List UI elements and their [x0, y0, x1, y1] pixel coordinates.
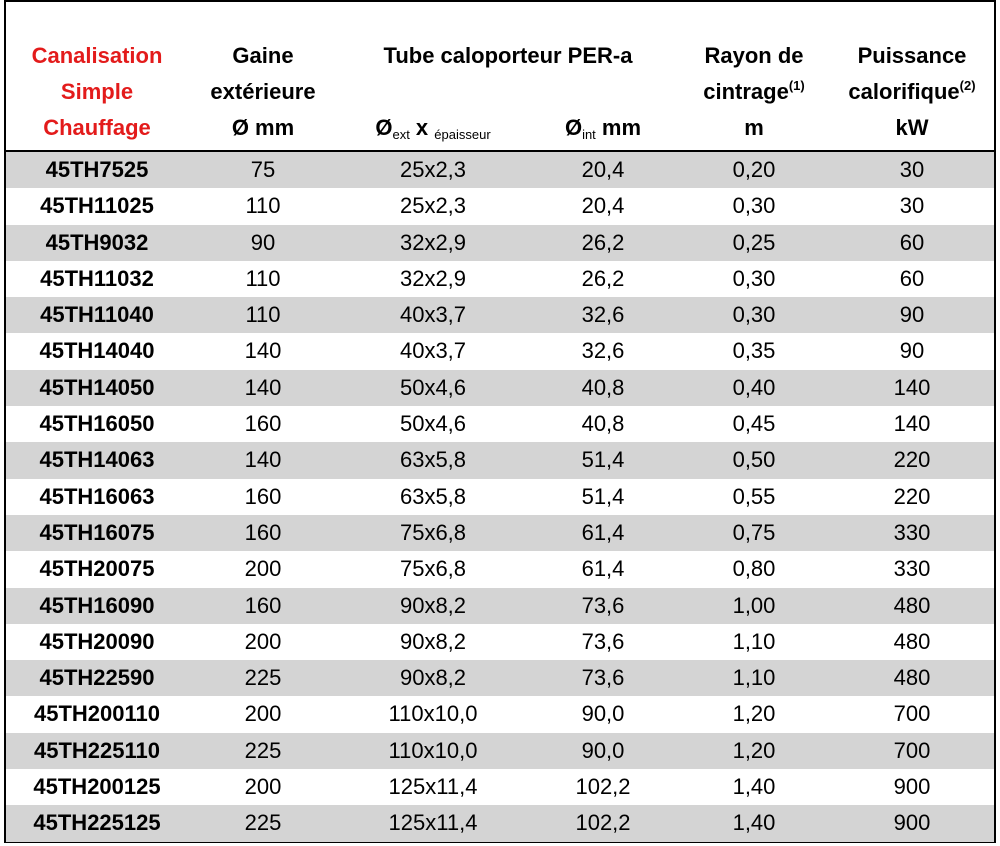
cell-gaine: 225 — [244, 737, 282, 763]
cell-gaine: 90 — [250, 229, 276, 255]
cell-puissance: 220 — [893, 447, 931, 473]
sub-epaisseur: épaisseur — [434, 127, 491, 142]
cell-puissance: 330 — [893, 556, 931, 582]
cell-tube: 125x11,4 — [388, 774, 478, 800]
cell-puissance: 140 — [893, 374, 931, 400]
cell-diametre-int: 26,2 — [581, 265, 625, 291]
table-body — [6, 152, 994, 842]
cell-reference: 45TH14050 — [39, 374, 155, 400]
cell-gaine: 200 — [244, 628, 282, 654]
cell-rayon: 0,30 — [732, 193, 776, 219]
cell-rayon: 0,40 — [732, 374, 776, 400]
cell-gaine: 225 — [244, 665, 282, 691]
phi-symbol-ext: Ø — [375, 115, 393, 140]
header-rayon — [678, 38, 830, 146]
table-row — [6, 660, 994, 696]
cell-tube: 90x8,2 — [399, 628, 467, 654]
cell-puissance: 220 — [893, 483, 931, 509]
table-row — [6, 696, 994, 732]
header-canalisation-line3: Chauffage — [43, 115, 151, 140]
cell-tube: 40x3,7 — [399, 338, 467, 364]
cell-puissance: 480 — [893, 592, 931, 618]
header-gaine-line2: extérieure — [210, 79, 316, 104]
cell-reference: 45TH225125 — [33, 810, 161, 836]
table-row — [6, 297, 994, 333]
table-row — [6, 733, 994, 769]
cell-tube: 90x8,2 — [399, 665, 467, 691]
table-row — [6, 515, 994, 551]
header-rayon-unit: m — [744, 115, 764, 140]
cell-reference: 45TH22590 — [39, 665, 155, 691]
cell-puissance: 330 — [893, 519, 931, 545]
cell-reference: 45TH200110 — [34, 701, 160, 727]
cell-gaine: 200 — [244, 701, 282, 727]
cell-tube: 110x10,0 — [388, 701, 478, 727]
cell-diametre-int: 102,2 — [575, 810, 631, 836]
cell-diametre-int: 51,4 — [581, 447, 625, 473]
cell-rayon: 1,40 — [732, 774, 776, 800]
header-tube-group-label: Tube caloporteur PER-a — [383, 43, 633, 68]
cell-diametre-int: 32,6 — [581, 302, 625, 328]
cell-tube: 40x3,7 — [399, 302, 467, 328]
cell-diametre-int: 32,6 — [581, 338, 625, 364]
header-puissance-unit: kW — [895, 115, 929, 140]
table-row — [6, 333, 994, 369]
cell-diametre-int: 20,4 — [581, 193, 625, 219]
footnote-1: (1) — [788, 78, 805, 93]
cell-gaine: 110 — [245, 193, 281, 219]
cell-reference: 45TH225110 — [34, 737, 160, 763]
cell-reference: 45TH7525 — [45, 157, 149, 182]
cell-gaine: 225 — [244, 810, 282, 836]
cell-reference: 45TH20075 — [39, 556, 155, 582]
header-tube-int — [528, 110, 678, 146]
cell-diametre-int: 61,4 — [581, 519, 625, 545]
table-row — [6, 588, 994, 624]
table-row — [6, 261, 994, 297]
table-row — [6, 152, 994, 188]
cell-rayon: 0,55 — [732, 483, 776, 509]
cell-puissance: 60 — [899, 265, 925, 291]
sub-int: int — [582, 127, 596, 142]
cell-reference: 45TH16050 — [39, 411, 155, 437]
table-row — [6, 406, 994, 442]
header-gaine-line1: Gaine — [232, 43, 294, 68]
cell-rayon: 1,10 — [732, 628, 776, 654]
cell-reference: 45TH14063 — [39, 447, 155, 473]
header-puissance-line1: Puissance — [857, 43, 967, 68]
cell-puissance: 900 — [893, 774, 931, 800]
int-unit: mm — [595, 115, 642, 140]
table-row — [6, 624, 994, 660]
product-table — [4, 0, 996, 843]
cell-tube: 90x8,2 — [399, 592, 467, 618]
cell-puissance: 480 — [893, 628, 931, 654]
cell-puissance: 140 — [893, 411, 931, 437]
header-tube-group — [338, 38, 678, 74]
cell-tube: 32x2,9 — [399, 265, 467, 291]
header-canalisation-line1: Canalisation — [31, 43, 163, 68]
header-rayon-line1: Rayon de — [704, 43, 804, 68]
header-puissance-line2: calorifique — [848, 79, 960, 104]
cell-gaine: 110 — [245, 265, 281, 291]
cell-tube: 125x11,4 — [388, 810, 478, 836]
cell-rayon: 0,30 — [732, 302, 776, 328]
cell-reference: 45TH16063 — [39, 483, 155, 509]
cell-tube: 25x2,3 — [399, 193, 467, 219]
cell-tube: 25x2,3 — [399, 157, 467, 182]
cell-rayon: 0,80 — [732, 556, 776, 582]
cell-reference: 45TH14040 — [39, 338, 155, 364]
cell-reference: 45TH200125 — [33, 774, 161, 800]
cell-gaine: 140 — [244, 447, 282, 473]
cell-diametre-int: 90,0 — [581, 737, 625, 763]
cell-diametre-int: 102,2 — [575, 774, 631, 800]
header-tube-ext — [338, 110, 528, 146]
cell-gaine: 75 — [250, 157, 276, 182]
cell-diametre-int: 90,0 — [581, 701, 625, 727]
cell-rayon: 1,20 — [732, 737, 776, 763]
cell-rayon: 0,50 — [732, 447, 776, 473]
sub-ext: ext — [392, 127, 410, 142]
cell-gaine: 200 — [244, 774, 282, 800]
cell-diametre-int: 40,8 — [581, 411, 625, 437]
table-row — [6, 370, 994, 406]
cell-diametre-int: 73,6 — [581, 628, 625, 654]
cell-tube: 110x10,0 — [388, 737, 478, 763]
cell-diametre-int: 20,4 — [581, 157, 625, 182]
table-row — [6, 442, 994, 478]
cell-gaine: 110 — [245, 302, 281, 328]
cell-rayon: 0,25 — [732, 229, 776, 255]
table-row — [6, 805, 994, 841]
cell-tube: 63x5,8 — [399, 483, 467, 509]
cell-gaine: 160 — [244, 592, 282, 618]
cell-tube: 75x6,8 — [399, 556, 467, 582]
cell-rayon: 0,45 — [732, 411, 776, 437]
cell-puissance: 900 — [893, 810, 931, 836]
cell-rayon: 0,20 — [732, 157, 776, 182]
phi-symbol-int: Ø — [564, 115, 583, 140]
cell-rayon: 1,40 — [732, 810, 776, 836]
cell-gaine: 160 — [244, 483, 282, 509]
cell-gaine: 160 — [244, 411, 282, 437]
cell-reference: 45TH11025 — [40, 193, 154, 219]
cell-puissance: 30 — [899, 193, 925, 219]
cell-reference: 45TH9032 — [45, 229, 149, 255]
cell-tube: 75x6,8 — [399, 519, 467, 545]
table-header — [6, 38, 994, 150]
cell-rayon: 0,35 — [732, 338, 776, 364]
cell-diametre-int: 26,2 — [581, 229, 625, 255]
cell-reference: 45TH16090 — [39, 592, 155, 618]
cell-rayon: 0,30 — [732, 265, 776, 291]
header-canalisation — [6, 38, 188, 146]
cell-tube: 50x4,6 — [399, 374, 467, 400]
header-canalisation-line2: Simple — [60, 79, 134, 104]
cell-rayon: 1,20 — [732, 701, 776, 727]
table-row — [6, 225, 994, 261]
cell-puissance: 90 — [899, 338, 925, 364]
header-rayon-line2: cintrage — [703, 79, 789, 104]
header-gaine — [188, 38, 338, 146]
header-gaine-line3: Ø mm — [231, 115, 295, 140]
footnote-2: (2) — [959, 78, 976, 93]
cell-reference: 45TH16075 — [39, 519, 155, 545]
header-puissance — [830, 38, 994, 146]
cell-rayon: 1,00 — [732, 592, 776, 618]
cell-puissance: 30 — [899, 157, 925, 182]
cell-puissance: 60 — [899, 229, 925, 255]
cell-tube: 63x5,8 — [399, 447, 467, 473]
cell-gaine: 160 — [244, 519, 282, 545]
table-row — [6, 769, 994, 805]
cell-reference: 45TH11040 — [40, 302, 154, 328]
cell-rayon: 0,75 — [732, 519, 776, 545]
cell-diametre-int: 40,8 — [581, 374, 625, 400]
cell-puissance: 700 — [893, 701, 931, 727]
cell-diametre-int: 61,4 — [581, 556, 625, 582]
table-row — [6, 551, 994, 587]
cell-puissance: 700 — [893, 737, 931, 763]
cell-tube: 50x4,6 — [399, 411, 467, 437]
cell-puissance: 90 — [899, 302, 925, 328]
cell-tube: 32x2,9 — [399, 229, 467, 255]
cell-reference: 45TH20090 — [39, 628, 155, 654]
cell-diametre-int: 73,6 — [581, 592, 625, 618]
cell-reference: 45TH11032 — [40, 265, 154, 291]
cell-gaine: 200 — [244, 556, 282, 582]
cell-rayon: 1,10 — [732, 665, 776, 691]
cell-puissance: 480 — [893, 665, 931, 691]
table-row — [6, 479, 994, 515]
cell-diametre-int: 73,6 — [581, 665, 625, 691]
table-row — [6, 188, 994, 224]
cell-gaine: 140 — [244, 374, 282, 400]
cell-gaine: 140 — [244, 338, 282, 364]
cell-diametre-int: 51,4 — [581, 483, 625, 509]
x-symbol: x — [409, 115, 435, 140]
